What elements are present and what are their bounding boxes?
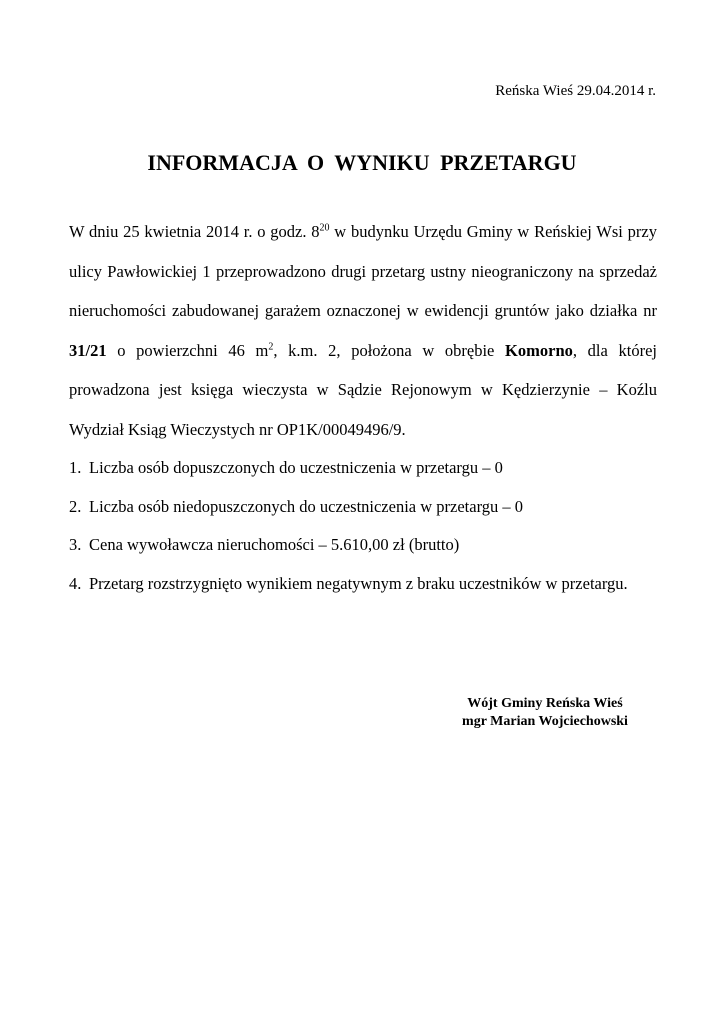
paragraph-text-2: w budynku Urzędu Gminy w Reńskiej Wsi przy ulicy Pawłowickiej 1 przeprowadzono drugi przetarg ustny nieograniczony na sprzedaż nieruchomości zabudowanej garażem oznaczonej w ewidencji gruntów jako działka nr xyxy=(69,222,657,320)
signature-name: mgr Marian Wojciechowski xyxy=(462,714,628,729)
signature-title: Wójt Gminy Reńska Wieś xyxy=(467,696,623,711)
square-meter-superscript: 2 xyxy=(268,341,274,352)
place-name: Komorno xyxy=(505,340,573,360)
paragraph-text-3: o powierzchni 46 m xyxy=(106,340,269,360)
paragraph-text-1: W dniu 25 kwietnia 2014 r. o godz. 8 xyxy=(69,222,320,241)
list-item-text: Liczba osób dopuszczonych do uczestniczenia w przetargu – 0 xyxy=(89,458,503,477)
results-list xyxy=(69,449,669,603)
list-item xyxy=(69,526,669,565)
list-item-text: Liczba osób niedopuszczonych do uczestniczenia w przetargu – 0 xyxy=(89,496,524,516)
paragraph-text-5: , dla której prowadzona jest księga wieczysta w Sądzie Rejonowym w Kędzierzynie – Koźlu Wydział Ksiąg Wieczystych nr OP1K/00049496/9. xyxy=(69,340,657,439)
main-paragraph xyxy=(69,212,657,449)
list-item-number: 4. xyxy=(69,573,82,593)
plot-number: 31/21 xyxy=(69,340,107,360)
list-item xyxy=(69,488,669,527)
signature-block xyxy=(450,695,640,731)
document-title: INFORMACJA O WYNIKU PRZETARGU xyxy=(147,150,577,175)
list-item xyxy=(69,449,669,488)
list-item-text: Przetarg rozstrzygnięto wynikiem negatywnym z braku uczestników w przetargu. xyxy=(89,573,628,593)
hour-minutes-superscript: 20 xyxy=(319,222,330,234)
list-item-number: 2. xyxy=(69,496,82,516)
list-item-number: 1. xyxy=(69,458,82,477)
list-item xyxy=(69,565,669,604)
date-line: Reńska Wieś 29.04.2014 r. xyxy=(495,83,656,99)
list-item-number: 3. xyxy=(69,535,82,554)
list-item-text: Cena wywoławcza nieruchomości – 5.610,00 zł (brutto) xyxy=(89,535,460,554)
paragraph-text-4: , k.m. 2, położona w obrębie xyxy=(273,340,506,360)
